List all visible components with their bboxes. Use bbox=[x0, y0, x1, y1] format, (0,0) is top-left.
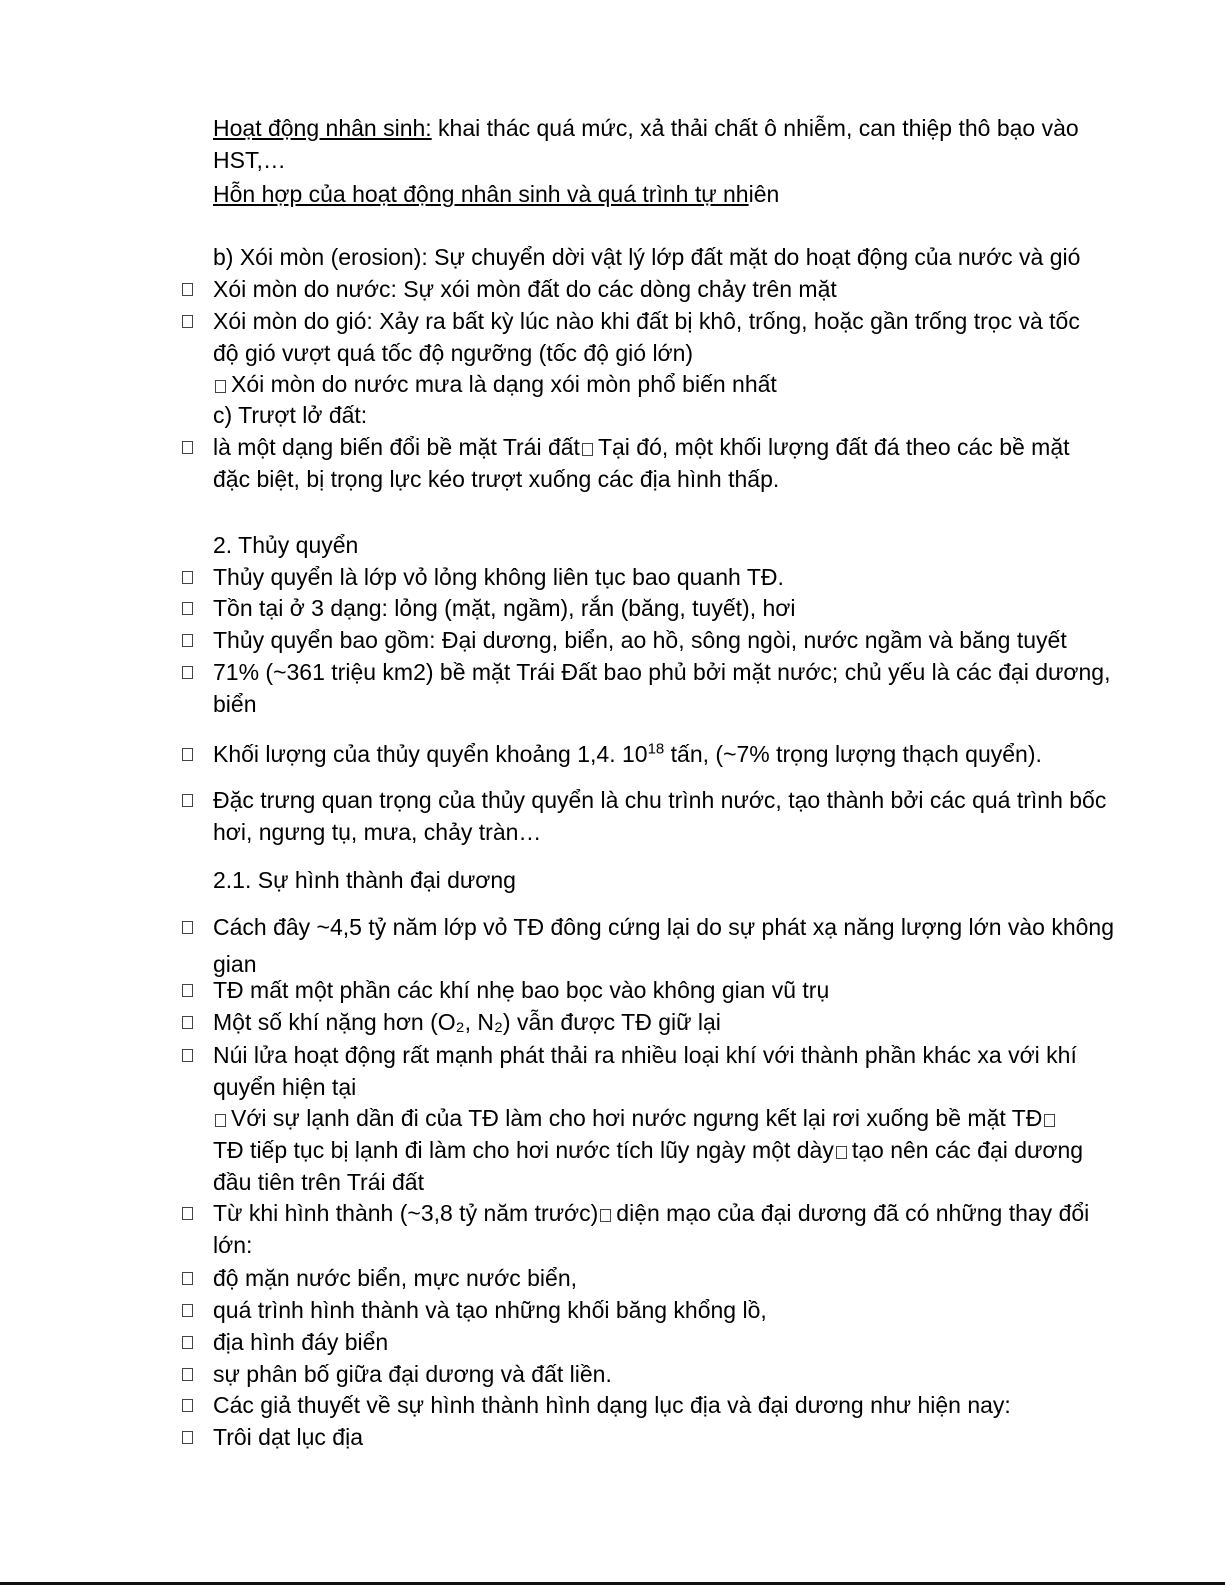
text-line bbox=[213, 243, 1080, 271]
text-run: 71% (~361 triệu km2) bề mặt Trái Đất bao phủ bởi mặt nước; chủ yếu là các đại dương, bbox=[213, 659, 1111, 685]
inline-box-icon bbox=[215, 1114, 226, 1127]
text-run: quá trình hình thành và tạo những khối băng khổng lồ, bbox=[213, 1297, 767, 1323]
text-run: Tồn tại ở 3 dạng: lỏng (mặt, ngầm), rắn (băng, tuyết), hơi bbox=[213, 595, 796, 621]
text-line bbox=[213, 1391, 1011, 1419]
text-line bbox=[213, 1423, 363, 1451]
text-line bbox=[213, 339, 693, 367]
text-run: Xói mòn do nước: Sự xói mòn đất do các dòng chảy trên mặt bbox=[213, 276, 837, 302]
superscript: 18 bbox=[647, 740, 665, 758]
inline-box-icon bbox=[215, 380, 226, 393]
bullet-box-icon bbox=[182, 1016, 193, 1029]
bullet-box-icon bbox=[182, 441, 193, 454]
bullet-box-icon bbox=[182, 1368, 193, 1381]
text-run: độ gió vượt quá tốc độ ngưỡng (tốc độ gió lớn) bbox=[213, 340, 694, 366]
text-run: 2.1. Sự hình thành đại dương bbox=[213, 867, 516, 893]
text-line bbox=[213, 1231, 252, 1259]
text-run: Xói mòn do gió: Xảy ra bất kỳ lúc nào khi đất bị khô, trống, hoặc gần trống trọc và tốc bbox=[213, 308, 1080, 334]
text-run: địa hình đáy biển bbox=[213, 1329, 389, 1355]
text-run: Thủy quyển bao gồm: Đại dương, biển, ao hồ, sông ngòi, nước ngầm và băng tuyết bbox=[213, 627, 1067, 653]
bullet-box-icon bbox=[182, 602, 193, 615]
inline-box-icon bbox=[582, 443, 593, 456]
text-line bbox=[213, 531, 358, 559]
text-line bbox=[213, 146, 286, 174]
text-line bbox=[213, 307, 1080, 335]
bullet-box-icon bbox=[182, 1207, 193, 1220]
text-line bbox=[213, 1136, 1083, 1164]
text-run: Đặc trưng quan trọng của thủy quyển là chu trình nước, tạo thành bởi các quá trình bốc bbox=[213, 787, 1107, 813]
text-run: Từ khi hình thành (~3,8 tỷ năm trước) bbox=[213, 1200, 599, 1226]
text-line bbox=[213, 1328, 388, 1356]
text-run: biển bbox=[213, 691, 257, 717]
text-run: Tại đó, một khối lượng đất đá theo các bề mặt bbox=[597, 434, 1070, 460]
text-run: TĐ mất một phần các khí nhẹ bao bọc vào không gian vũ trụ bbox=[213, 977, 830, 1003]
bullet-box-icon bbox=[182, 1049, 193, 1062]
text-line bbox=[213, 180, 779, 208]
text-line bbox=[213, 786, 1106, 814]
text-run: là một dạng biến đổi bề mặt Trái đất bbox=[213, 434, 580, 460]
text-line bbox=[213, 950, 256, 978]
text-line bbox=[213, 1008, 721, 1036]
bullet-box-icon bbox=[182, 984, 193, 997]
text-run: hơi, ngưng tụ, mưa, chảy tràn… bbox=[213, 819, 542, 845]
text-run: gian bbox=[213, 951, 257, 977]
text-line bbox=[213, 818, 541, 846]
text-run: Khối lượng của thủy quyển khoảng 1,4. 10 bbox=[213, 741, 648, 767]
bullet-box-icon bbox=[182, 1336, 193, 1349]
text-line bbox=[213, 433, 1070, 461]
text-line bbox=[213, 658, 1110, 686]
text-line bbox=[213, 913, 1114, 941]
text-run: quyển hiện tại bbox=[213, 1074, 357, 1100]
text-run: Với sự lạnh dần đi của TĐ làm cho hơi nước ngưng kết lại rơi xuống bề mặt TĐ bbox=[231, 1105, 1043, 1131]
text-line bbox=[213, 626, 1067, 654]
text-line bbox=[213, 1041, 1077, 1069]
text-line bbox=[213, 275, 837, 303]
text-run: diện mạo của đại dương đã có những thay đổi bbox=[616, 1200, 1090, 1226]
bullet-box-icon bbox=[182, 921, 193, 934]
bullet-box-icon bbox=[182, 315, 193, 328]
bullet-box-icon bbox=[182, 571, 193, 584]
text-run: Núi lửa hoạt động rất mạnh phát thải ra nhiều loại khí với thành phần khác xa với khí bbox=[213, 1042, 1077, 1068]
bullet-box-icon bbox=[182, 1304, 193, 1317]
text-line bbox=[213, 866, 516, 894]
text-run: HST,… bbox=[213, 147, 286, 173]
text-run: Thủy quyển là lớp vỏ lỏng không liên tục bao quanh TĐ. bbox=[213, 564, 784, 590]
inline-box-icon bbox=[836, 1146, 847, 1159]
bullet-box-icon bbox=[182, 1399, 193, 1412]
bullet-box-icon bbox=[182, 1272, 193, 1285]
inline-box-icon bbox=[1044, 1114, 1055, 1127]
text-line bbox=[213, 401, 367, 429]
text-line bbox=[213, 740, 1042, 768]
text-run: khai thác quá mức, xả thải chất ô nhiễm, can thiệp thô bạo vào bbox=[431, 115, 1079, 141]
text-line bbox=[213, 1264, 577, 1292]
text-line bbox=[213, 1168, 424, 1196]
bullet-box-icon bbox=[182, 748, 193, 761]
text-line bbox=[213, 1360, 612, 1388]
text-run: Trôi dạt lục địa bbox=[213, 1424, 363, 1450]
bullet-box-icon bbox=[182, 666, 193, 679]
text-run: 2. Thủy quyển bbox=[213, 532, 359, 558]
inline-box-icon bbox=[600, 1209, 611, 1222]
bullet-box-icon bbox=[182, 794, 193, 807]
text-line bbox=[213, 465, 779, 493]
text-run: đầu tiên trên Trái đất bbox=[213, 1169, 424, 1195]
text-line bbox=[213, 690, 256, 718]
bullet-box-icon bbox=[182, 634, 193, 647]
text-run: tấn, (~7% trọng lượng thạch quyển). bbox=[664, 741, 1042, 767]
text-line bbox=[213, 1199, 1089, 1227]
text-run: đặc biệt, bị trọng lực kéo trượt xuống các địa hình thấp. bbox=[213, 466, 780, 492]
text-run: c) Trượt lở đất: bbox=[213, 402, 368, 428]
text-run: độ mặn nước biển, mực nước biển, bbox=[213, 1265, 578, 1291]
text-run: Xói mòn do nước mưa là dạng xói mòn phổ biến nhất bbox=[231, 371, 777, 397]
bullet-box-icon bbox=[182, 1431, 193, 1444]
text-run: TĐ tiếp tục bị lạnh đi làm cho hơi nước tích lũy ngày một dày bbox=[213, 1137, 834, 1163]
text-line bbox=[213, 1104, 1060, 1132]
bullet-box-icon bbox=[182, 283, 193, 296]
underlined-heading: Hỗn hợp của hoạt động nhân sinh và quá trình tự nh bbox=[213, 181, 749, 207]
text-run: Cách đây ~4,5 tỷ năm lớp vỏ TĐ đông cứng lại do sự phát xạ năng lượng lớn vào không bbox=[213, 914, 1115, 940]
text-run: Các giả thuyết về sự hình thành hình dạng lục địa và đại dương như hiện nay: bbox=[213, 1392, 1011, 1418]
text-run: tạo nên các đại dương bbox=[851, 1137, 1084, 1163]
text-line bbox=[213, 370, 777, 398]
text-line bbox=[213, 976, 829, 1004]
underlined-heading: Hoạt động nhân sinh: bbox=[213, 115, 432, 141]
text-line bbox=[213, 563, 784, 591]
text-run: sự phân bố giữa đại dương và đất liền. bbox=[213, 1361, 612, 1387]
text-line bbox=[213, 1296, 767, 1324]
text-run: Một số khí nặng hơn (O₂, N₂) vẫn được TĐ giữ lại bbox=[213, 1009, 721, 1035]
text-line bbox=[213, 114, 1079, 142]
text-run: b) Xói mòn (erosion): Sự chuyển dời vật lý lớp đất mặt do hoạt động của nước và gió bbox=[213, 244, 1081, 270]
text-run: lớn: bbox=[213, 1232, 253, 1258]
text-run: iên bbox=[748, 181, 780, 207]
text-line bbox=[213, 1073, 356, 1101]
text-line bbox=[213, 594, 795, 622]
